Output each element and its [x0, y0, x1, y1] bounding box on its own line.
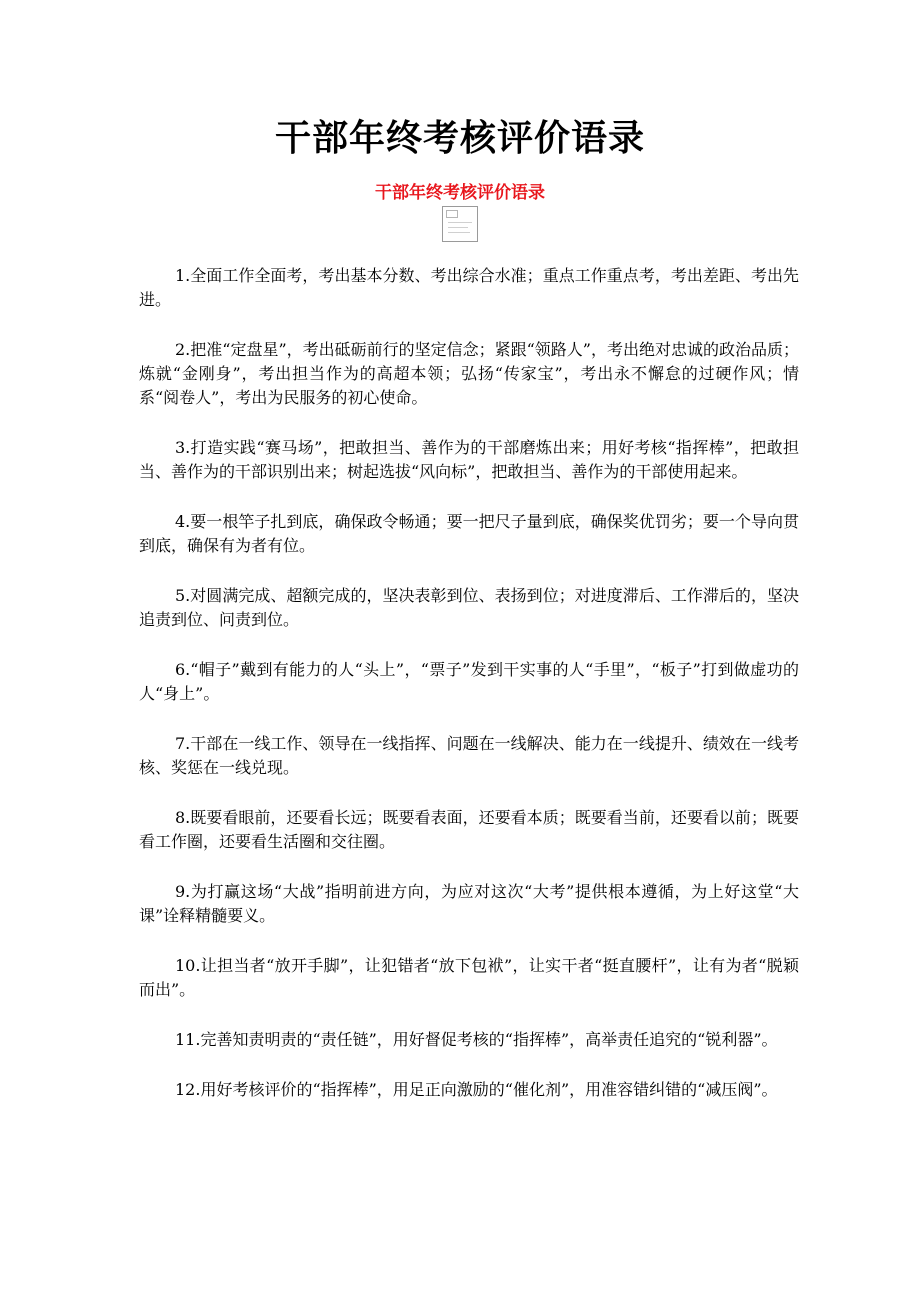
evaluation-item: 11.完善知责明责的“责任链”，用好督促考核的“指挥棒”，高举责任追究的“锐利器”。	[175, 1030, 778, 1049]
image-thumbnail-icon	[442, 206, 478, 242]
thumbnail-line	[448, 222, 472, 223]
evaluation-item: 5.对圆满完成、超额完成的，坚决表彰到位、表扬到位；对进度滞后、工作滞后的，坚决追责到位、问责到位。	[139, 586, 799, 629]
document-title: 干部年终考核评价语录	[274, 117, 645, 159]
evaluation-item: 10.让担当者“放开手脚”，让犯错者“放下包袱”，让实干者“挺直腰杆”，让有为者“脱颖而出”。	[139, 956, 799, 999]
thumbnail-line	[448, 232, 470, 233]
evaluation-item: 9.为打赢这场“大战”指明前进方向，为应对这次“大考”提供根本遵循，为上好这堂“大课”诠释精髓要义。	[139, 882, 799, 925]
thumbnail-line	[448, 227, 468, 228]
evaluation-list	[139, 264, 799, 1128]
evaluation-item: 4.要一根竿子扎到底，确保政令畅通；要一把尺子量到底，确保奖优罚劣；要一个导向贯到底，确保有为者有位。	[139, 512, 799, 555]
evaluation-item: 12.用好考核评价的“指挥棒”，用足正向激励的“催化剂”，用准容错纠错的“减压阀”。	[175, 1080, 778, 1099]
thumbnail-corner-mark	[446, 210, 458, 218]
evaluation-item: 8.既要看眼前，还要看长远；既要看表面，还要看本质；既要看当前，还要看以前；既要看工作圈，还要看生活圈和交往圈。	[139, 808, 799, 851]
evaluation-item: 1.全面工作全面考，考出基本分数、考出综合水准；重点工作重点考，考出差距、考出先进。	[139, 266, 799, 309]
evaluation-item: 3.打造实践“赛马场”，把敢担当、善作为的干部磨炼出来；用好考核“指挥棒”，把敢担当、善作为的干部识别出来；树起选拔“风向标”，把敢担当、善作为的干部使用起来。	[139, 438, 799, 481]
evaluation-item: 7.干部在一线工作、领导在一线指挥、问题在一线解决、能力在一线提升、绩效在一线考核、奖惩在一线兑现。	[139, 734, 799, 777]
evaluation-item: 2.把准“定盘星”，考出砥砺前行的坚定信念；紧跟“领路人”，考出绝对忠诚的政治品质；炼就“金刚身”，考出担当作为的高超本领；弘扬“传家宝”，考出永不懈怠的过硬作风；情系“阅卷人”，考出为民服务的初心使命。	[139, 340, 799, 407]
document-subtitle: 干部年终考核评价语录	[375, 183, 545, 203]
evaluation-item: 6.“帽子”戴到有能力的人“头上”，“票子”发到干实事的人“手里”，“板子”打到做虚功的人“身上”。	[139, 660, 799, 703]
